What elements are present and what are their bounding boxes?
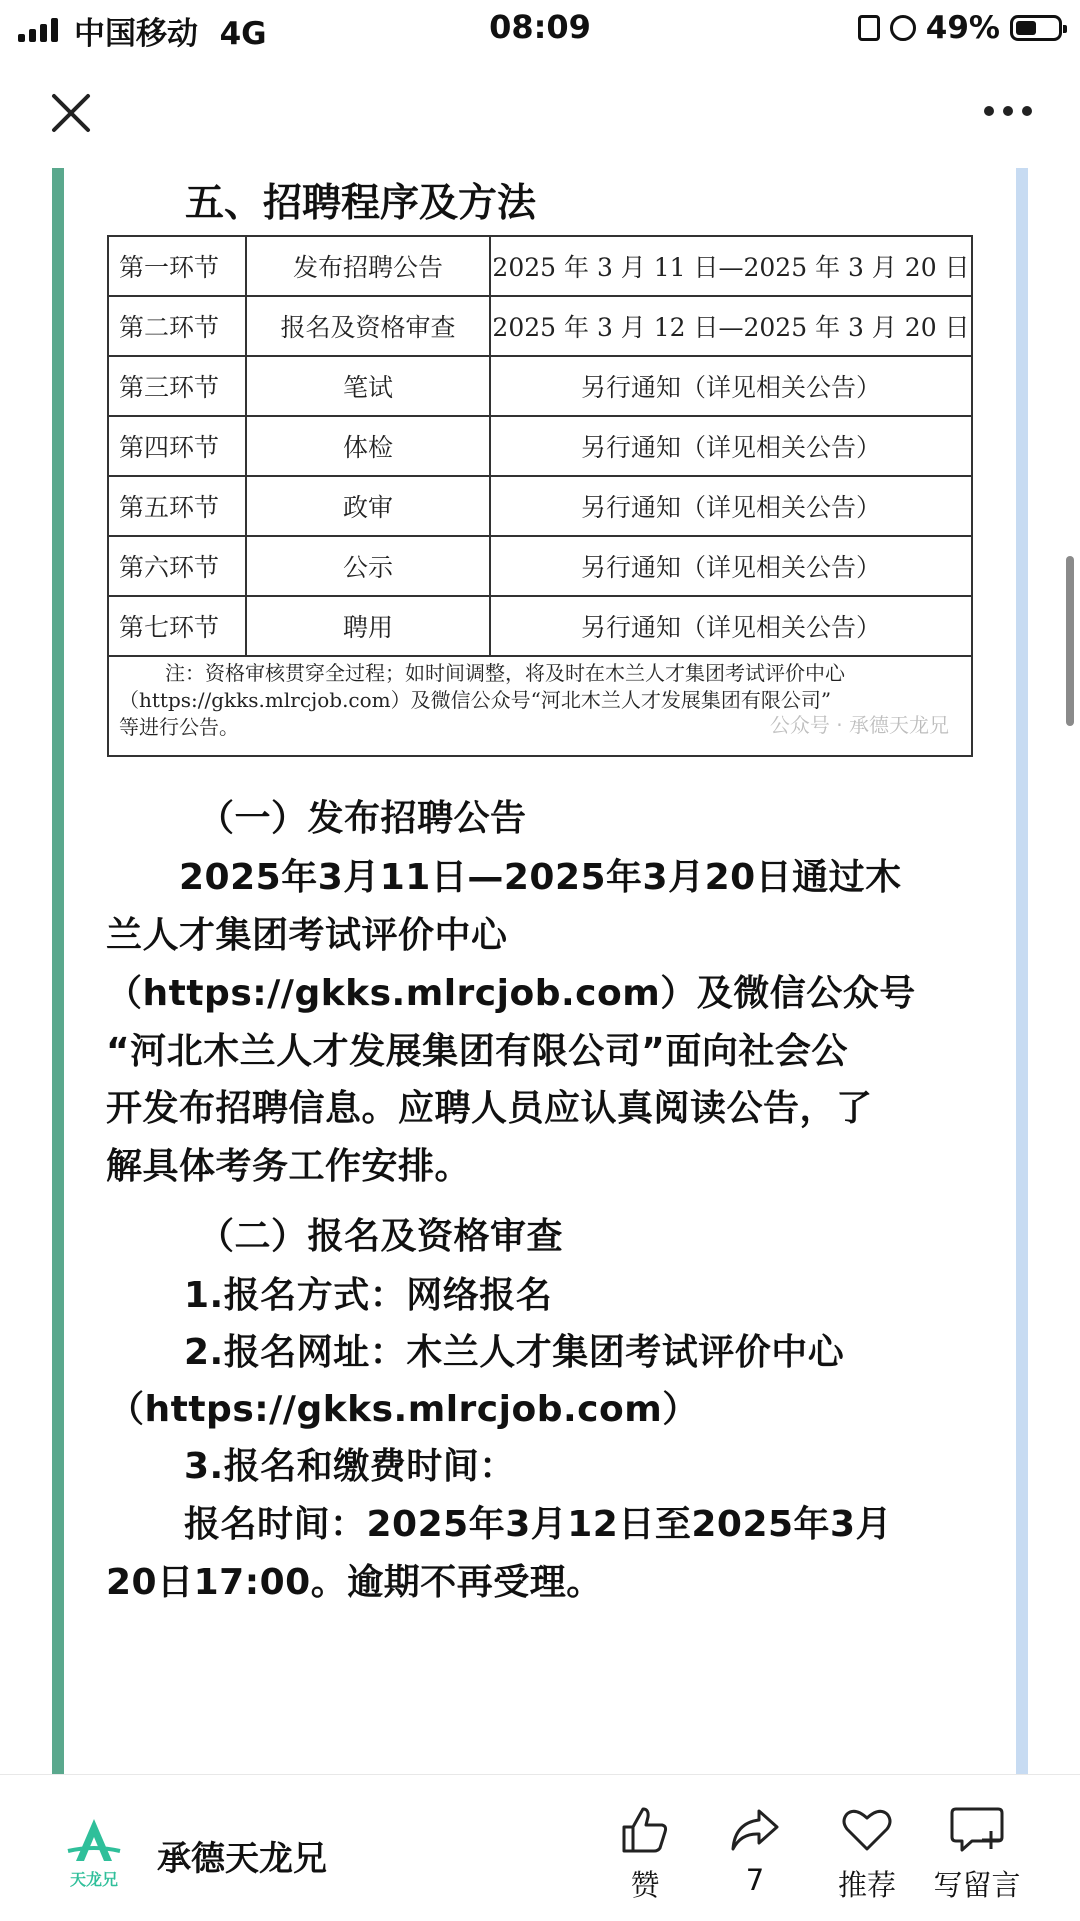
table-row (108, 476, 972, 536)
nav-bar (0, 58, 1080, 169)
task-cell: 体检 (246, 416, 490, 476)
author-name[interactable]: 承德天龙兄 (157, 1839, 327, 1879)
carrier-label: 中国移动 4G (74, 16, 267, 52)
subsection-title: （二）报名及资格审查 (198, 1216, 564, 1257)
body-line: “河北木兰人才发展集团有限公司”面向社会公 (106, 1031, 848, 1072)
comment-icon (948, 1803, 1006, 1857)
article-content (0, 168, 1080, 1774)
subsection-title: （一）发布招聘公告 (198, 798, 527, 839)
alarm-icon (890, 15, 916, 41)
bottom-bar (0, 1774, 1080, 1921)
body-line: 2025年3月11日—2025年3月20日通过木 (106, 857, 902, 898)
note-line: 注：资格审核贯穿全过程；如时间调整，将及时在木兰人才集团考试评价中心 (165, 661, 845, 685)
procedure-table (107, 235, 973, 757)
table-row (108, 356, 972, 416)
task-cell: 笔试 (246, 356, 490, 416)
section-heading: 五、招聘程序及方法 (185, 180, 537, 226)
schedule-cell: 另行通知（详见相关公告） (490, 416, 972, 476)
heart-icon (839, 1803, 895, 1857)
schedule-cell: 另行通知（详见相关公告） (490, 596, 972, 656)
recommend-button[interactable] (812, 1803, 922, 1904)
schedule-cell: 2025 年 3 月 12 日—2025 年 3 月 20 日 (490, 296, 972, 356)
table-row (108, 596, 972, 656)
close-icon[interactable] (46, 88, 96, 138)
like-button[interactable] (590, 1803, 700, 1904)
task-cell: 聘用 (246, 596, 490, 656)
task-cell: 政审 (246, 476, 490, 536)
list-item: 1.报名方式：网络报名 (184, 1275, 553, 1316)
clock: 08:09 (489, 8, 591, 46)
like-label: 赞 (630, 1868, 660, 1902)
table-note (108, 656, 972, 756)
logo-text: 天龙兄 (69, 1870, 119, 1889)
stage-cell: 第四环节 (108, 416, 246, 476)
schedule-cell: 2025 年 3 月 11 日—2025 年 3 月 20 日 (490, 236, 972, 296)
schedule-cell: 另行通知（详见相关公告） (490, 476, 972, 536)
lock-rotation-icon (858, 15, 880, 41)
note-line: （https://gkks.mlrcjob.com）及微信公众号“河北木兰人才发展集团有限公司” (119, 688, 832, 712)
body-line: （https://gkks.mlrcjob.com）及微信公众号 (106, 973, 916, 1014)
network-type: 4G (219, 16, 267, 52)
task-cell: 公示 (246, 536, 490, 596)
stage-cell: 第二环节 (108, 296, 246, 356)
table-row (108, 536, 972, 596)
recommend-label: 推荐 (837, 1868, 896, 1902)
table-row (108, 416, 972, 476)
note-line: 等进行公告。 (119, 715, 239, 739)
body-line: 解具体考务工作安排。 (106, 1146, 472, 1187)
list-item: 3.报名和缴费时间： (184, 1446, 516, 1487)
task-cell: 报名及资格审查 (246, 296, 490, 356)
battery-percent: 49% (925, 10, 1000, 46)
stage-cell: 第七环节 (108, 596, 246, 656)
registration-time: 20日17:00。逾期不再受理。 (106, 1562, 603, 1603)
body-line: 兰人才集团考试评价中心 (106, 915, 508, 956)
body-line: 开发布招聘信息。应聘人员应认真阅读公告，了 (106, 1088, 873, 1129)
comment-label: 写留言 (933, 1868, 1021, 1902)
registration-time: 报名时间：2025年3月12日至2025年3月 (184, 1504, 893, 1545)
table-row (108, 236, 972, 296)
list-item: 2.报名网址：木兰人才集团考试评价中心 (184, 1332, 845, 1373)
schedule-cell: 另行通知（详见相关公告） (490, 356, 972, 416)
comment-button[interactable] (922, 1803, 1032, 1904)
registration-url[interactable]: （https://gkks.mlrcjob.com） (108, 1389, 699, 1430)
thumbs-up-icon (618, 1803, 672, 1857)
stage-cell: 第三环节 (108, 356, 246, 416)
share-count: 7 (745, 1863, 765, 1897)
task-cell: 发布招聘公告 (246, 236, 490, 296)
table-row (108, 296, 972, 356)
author-logo[interactable] (62, 1815, 126, 1891)
stage-cell: 第一环节 (108, 236, 246, 296)
watermark: 公众号 · 承德天龙兄 (769, 713, 949, 737)
battery-icon (1010, 15, 1062, 41)
left-accent-bar (52, 168, 64, 1774)
share-icon (727, 1803, 783, 1857)
right-accent-bar (1016, 168, 1028, 1774)
schedule-cell: 另行通知（详见相关公告） (490, 536, 972, 596)
share-button[interactable] (700, 1803, 810, 1897)
more-icon[interactable] (984, 106, 1032, 116)
stage-cell: 第五环节 (108, 476, 246, 536)
status-bar (0, 0, 1080, 58)
stage-cell: 第六环节 (108, 536, 246, 596)
scrollbar[interactable] (1066, 556, 1074, 726)
